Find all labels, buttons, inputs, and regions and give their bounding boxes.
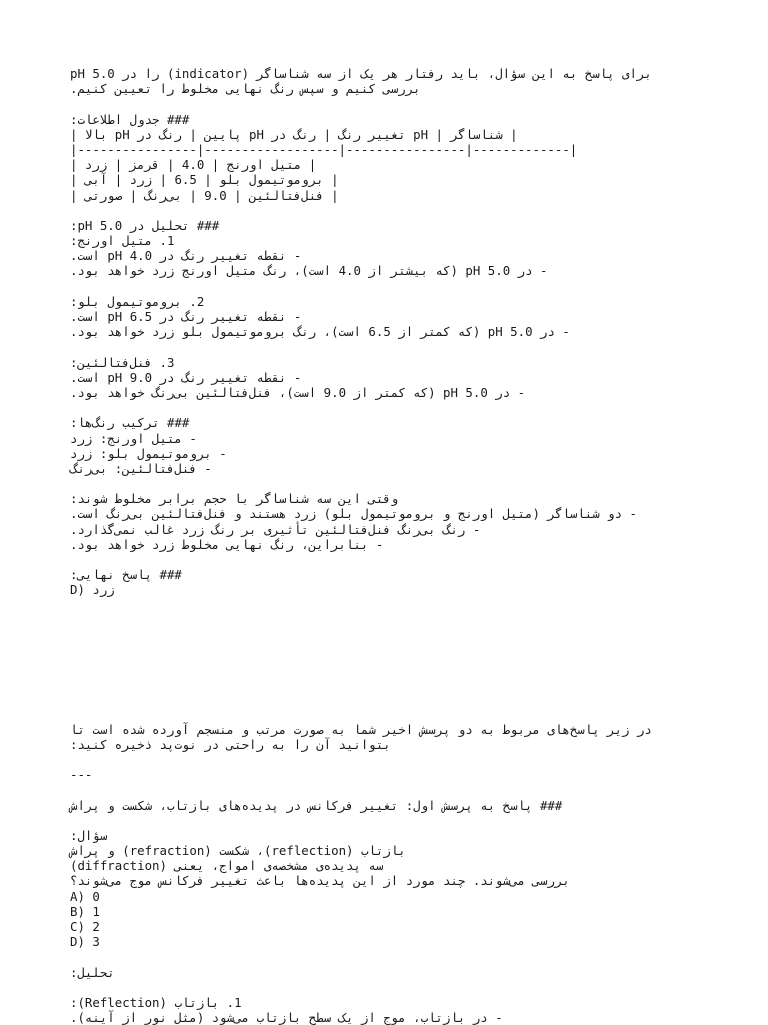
analysis-item-line: - در pH 5.0 (که بیشتر از 4.0 است)، رنگ متیل اورنج زرد خواهد بود. xyxy=(70,263,570,279)
analysis-item-title: 1. متیل اورنج: xyxy=(70,233,175,249)
separator: --- xyxy=(70,767,93,783)
table-heading: ### جدول اطلاعات: xyxy=(70,111,190,127)
analysis-heading: ### تحلیل در pH 5.0: xyxy=(70,217,220,233)
option-line: D) 3 xyxy=(70,934,100,950)
table-line: |----------------|------------------|----------------|-------------| xyxy=(70,141,578,157)
question-label: سؤال: xyxy=(70,827,108,843)
analysis-item-line: - در pH 5.0 (که کمتر از 6.5 است)، رنگ بروموتیمول بلو زرد خواهد بود. xyxy=(70,324,593,340)
mix-line: - بنابراین، رنگ نهایی مخلوط زرد خواهد بود. xyxy=(70,536,384,552)
analysis-item-line: - نقطه تغییر رنگ در pH 6.5 است. xyxy=(70,309,324,324)
analysis-label: تحلیل: xyxy=(70,964,115,980)
analysis-item-title: 2. بروموتیمول بلو: xyxy=(70,293,205,309)
table-line: | متیل اورنج | 4.0 | قرمز | زرد | xyxy=(70,157,317,173)
mix-intro: وقتی این سه شناساگر با حجم برابر مخلوط شوند: xyxy=(70,491,399,507)
analysis-item-line: - نقطه تغییر رنگ در pH 4.0 است. xyxy=(70,248,324,264)
table-line: | شناساگر | pH تغییر رنگ | رنگ در pH پایین | رنگ در pH بالا | xyxy=(70,126,518,142)
option-line: C) 2 xyxy=(70,919,100,934)
option-line: A) 0 xyxy=(70,888,100,904)
mix-line: - رنگ بی‌رنگ فنل‌فتالئین تأثیری بر رنگ زرد غالب نمی‌گذارد. xyxy=(70,521,481,537)
intro-line: برای پاسخ به این سؤال، باید رفتار هر یک از سه شناساگر (indicator) را در pH 5.0 xyxy=(70,66,652,81)
option-line: B) 1 xyxy=(70,903,100,919)
section2-heading: ### پاسخ به پرسش اول: تغییر فرکانس در پدیده‌های بازتاب، شکست و پراش xyxy=(70,797,563,813)
combo-line: - فنل‌فتالئین: بی‌رنگ xyxy=(70,460,212,476)
analysis-item-title: 1. بازتاب (Reflection): xyxy=(70,994,242,1010)
analysis-item-title: 3. فنل‌فتالئین: xyxy=(70,354,175,370)
analysis-item-line: - در pH 5.0 (که کمتر از 9.0 است)، فنل‌فتالئین بی‌رنگ خواهد بود. xyxy=(70,384,548,400)
notepad-document xyxy=(70,66,710,1025)
intro-line: بررسی کنیم و سپس رنگ نهایی مخلوط را تعیین کنیم. xyxy=(70,81,421,97)
combo-line: - بروموتیمول بلو: زرد xyxy=(70,445,227,461)
answer-heading: ### پاسخ نهایی: xyxy=(70,567,182,583)
question-line: بازتاب (reflection)، شکست (refraction) و پراش xyxy=(70,843,406,859)
question-line: (diffraction) سه پدیده‌ی مشخصه‌ی امواج، یعنی xyxy=(70,858,384,874)
table-line: | بروموتیمول بلو | 6.5 | زرد | آبی | xyxy=(70,172,339,188)
mix-line: - دو شناساگر (متیل اورنج و بروموتیمول بلو) زرد هستند و فنل‌فتالئین بی‌رنگ است. xyxy=(70,506,637,522)
table-line: | فنل‌فتالئین | 9.0 | بی‌رنگ | صورتی | xyxy=(70,187,339,203)
analysis-item-line: - نقطه تغییر رنگ در pH 9.0 است. xyxy=(70,369,324,385)
combo-line: - متیل اورنج: زرد xyxy=(70,430,197,446)
question-line: بررسی می‌شوند. چند مورد از این پدیده‌ها باعث تغییر فرکانس موج می‌شوند؟ xyxy=(70,873,570,889)
section2-intro-line: بتوانید آن را به راحتی در نوت‌پد ذخیره کنید: xyxy=(70,736,391,752)
combo-heading: ### ترکیب رنگ‌ها: xyxy=(70,415,190,431)
section2-intro-line: در زیر پاسخ‌های مربوط به دو پرسش اخیر شما به صورت مرتب و منسجم آورده شده است تا xyxy=(70,721,652,737)
analysis-item-line: - در بازتاب، موج از یک سطح بازتاب می‌شود (مثل نور از آینه). xyxy=(70,1010,526,1025)
final-answer: D) زرد xyxy=(70,582,115,598)
